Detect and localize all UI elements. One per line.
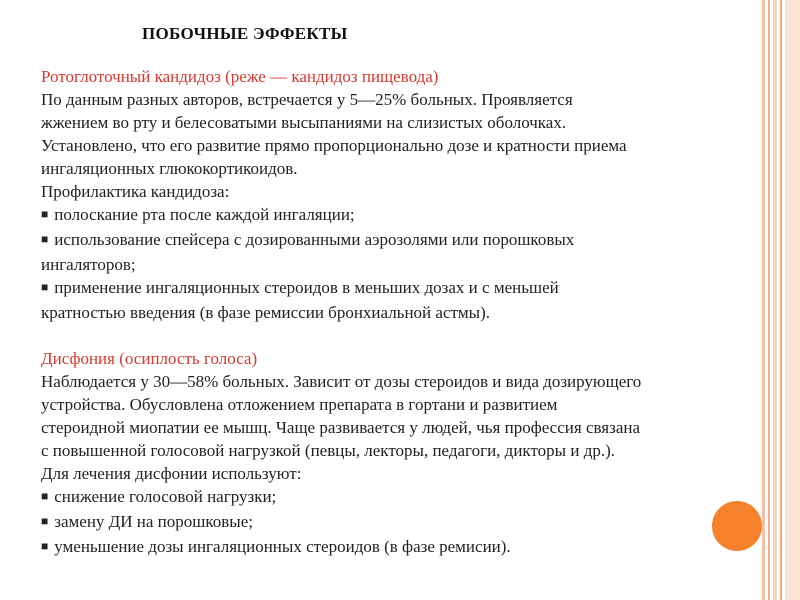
text-line: Для лечения дисфонии используют:	[41, 464, 302, 483]
square-bullet-icon: ■	[41, 207, 49, 221]
text-line: устройства. Обусловлена отложением препарата в гортани и развитием	[41, 395, 558, 414]
bullet-text: применение ингаляционных стероидов в меньших дозах и с меньшей	[54, 278, 559, 297]
bullet-text: полоскание рта после каждой ингаляции;	[54, 205, 355, 224]
bullet-item	[41, 276, 741, 301]
text-line: Профилактика кандидоза:	[41, 182, 230, 201]
square-bullet-icon: ■	[41, 489, 49, 503]
section-heading-dysphonia: Дисфония (осиплость голоса)	[41, 349, 258, 368]
text-line: жжением во рту и белесоватыми высыпаниями на слизистых оболочках.	[41, 113, 567, 132]
border-stripe	[768, 0, 770, 600]
text-line: стероидной миопатии ее мышц. Чаще развивается у людей, чья профессия связана	[41, 418, 641, 437]
section-spacer	[41, 324, 741, 347]
bullet-text: использование спейсера с дозированными аэрозолями или порошковых	[54, 230, 575, 249]
bullet-item	[41, 535, 741, 560]
section-heading-candidiasis: Ротоглоточный кандидоз (реже — кандидоз пищевода)	[41, 67, 439, 86]
bullet-item	[41, 510, 741, 535]
slide-body	[41, 65, 741, 560]
bullet-text: снижение голосовой нагрузки;	[54, 487, 277, 506]
border-stripe	[762, 0, 765, 600]
text-line: Установлено, что его развитие прямо пропорционально дозе и кратности приема	[41, 136, 627, 155]
bullet-item	[41, 485, 741, 510]
bullet-text: уменьшение дозы ингаляционных стероидов (в фазе ремисии).	[54, 537, 511, 556]
border-stripe	[773, 0, 777, 600]
square-bullet-icon: ■	[41, 280, 49, 294]
text-line: ингаляционных глюкокортикоидов.	[41, 159, 298, 178]
square-bullet-icon: ■	[41, 514, 49, 528]
bullet-continuation: кратностью введения (в фазе ремиссии бронхиальной астмы).	[41, 303, 491, 322]
square-bullet-icon: ■	[41, 539, 49, 553]
bullet-continuation: ингаляторов;	[41, 255, 136, 274]
text-line: с повышенной голосовой нагрузкой (певцы, лекторы, педагоги, дикторы и др.).	[41, 441, 615, 460]
text-line: По данным разных авторов, встречается у 5—25% больных. Проявляется	[41, 90, 573, 109]
slide-title: ПОБОЧНЫЕ ЭФФЕКТЫ	[142, 24, 348, 43]
decorative-border-stripes	[762, 0, 800, 600]
border-stripe	[785, 0, 800, 600]
square-bullet-icon: ■	[41, 232, 49, 246]
bullet-item	[41, 203, 741, 228]
border-stripe	[780, 0, 782, 600]
bullet-item	[41, 228, 741, 253]
text-line: Наблюдается у 30—58% больных. Зависит от дозы стероидов и вида дозирующего	[41, 372, 642, 391]
bullet-text: замену ДИ на порошковые;	[54, 512, 253, 531]
